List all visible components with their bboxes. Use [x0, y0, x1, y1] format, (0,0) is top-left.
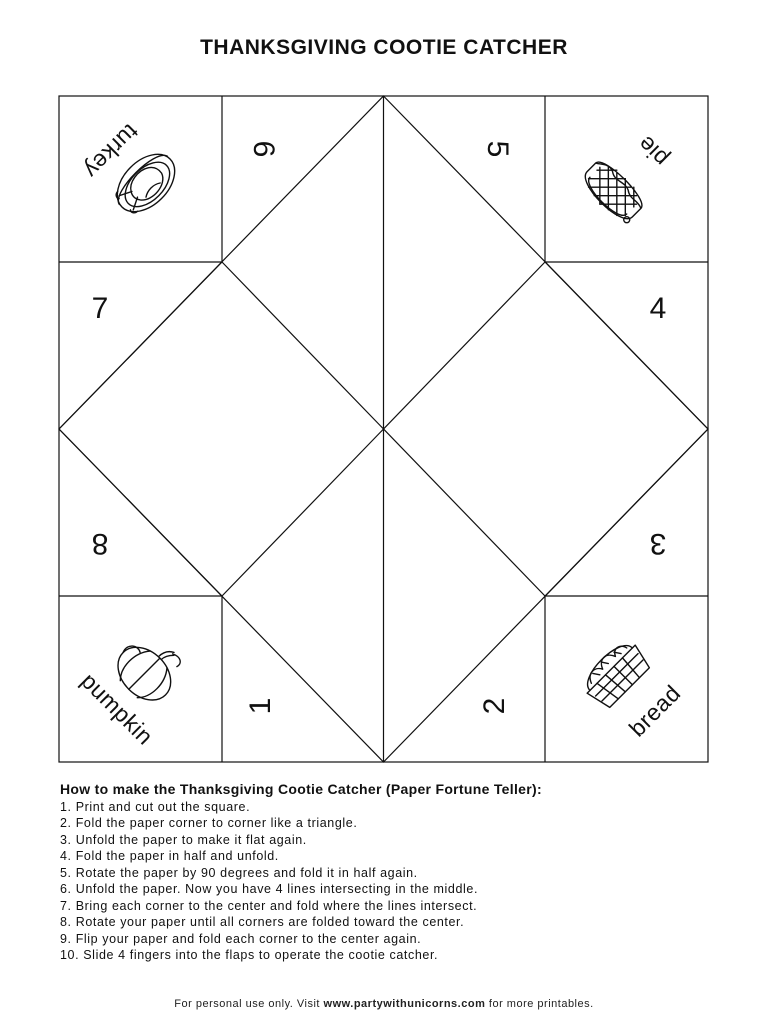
instruction-step: 5. Rotate the paper by 90 degrees and fold it in half again.: [60, 865, 418, 880]
instruction-step: 7. Bring each corner to the center and fold where the lines intersect.: [60, 898, 478, 913]
instruction-step: 1. Print and cut out the square.: [60, 799, 251, 814]
instructions-list: [60, 799, 720, 964]
fortune-number-6: 6: [247, 140, 281, 158]
footer-note: [0, 998, 768, 1010]
corner-word-pumpkin: pumpkin: [76, 667, 159, 750]
pie-icon: [577, 156, 648, 227]
instruction-step: 8. Rotate your paper until all corners are folded toward the center.: [60, 915, 465, 929]
bread-basket-icon: [578, 636, 654, 712]
fortune-number-2: 2: [477, 697, 511, 715]
fortune-number-3: 3: [649, 527, 667, 561]
corner-word-turkey: turkey: [78, 118, 144, 184]
fold-line: [545, 429, 708, 596]
corner-word-pie: pie: [632, 130, 674, 172]
fortune-number-7: 7: [91, 292, 109, 325]
instructions-heading: How to make the Thanksgiving Cootie Catcher (Paper Fortune Teller):: [60, 781, 542, 797]
fortune-number-5: 5: [481, 140, 515, 158]
corner-word-bread: bread: [623, 679, 686, 742]
fold-line: [545, 262, 708, 429]
footer-suffix: for more printables.: [485, 998, 594, 1010]
instruction-step: 2. Fold the paper corner to corner like a triangle.: [60, 816, 358, 830]
instructions: [60, 781, 720, 964]
instruction-step: 6. Unfold the paper. Now you have 4 lines intersecting in the middle.: [60, 882, 479, 896]
fortune-number-1: 1: [243, 697, 277, 715]
fortune-number-8: 8: [91, 527, 109, 561]
fold-line: [59, 262, 222, 429]
instruction-step: 3. Unfold the paper to make it flat again.: [60, 832, 307, 847]
fortune-number-4: 4: [649, 292, 667, 325]
instruction-step: 9. Flip your paper and fold each corner to the center again.: [60, 931, 422, 946]
fold-line: [59, 429, 222, 596]
instruction-step: 10. Slide 4 fingers into the flaps to operate the cootie catcher.: [60, 948, 439, 962]
footer-prefix: For personal use only. Visit: [174, 998, 324, 1010]
page-title: THANKSGIVING COOTIE CATCHER: [200, 36, 568, 59]
footer-site-link[interactable]: www.partywithunicorns.com: [323, 998, 486, 1010]
instruction-step: 4. Fold the paper in half and unfold.: [60, 849, 279, 863]
